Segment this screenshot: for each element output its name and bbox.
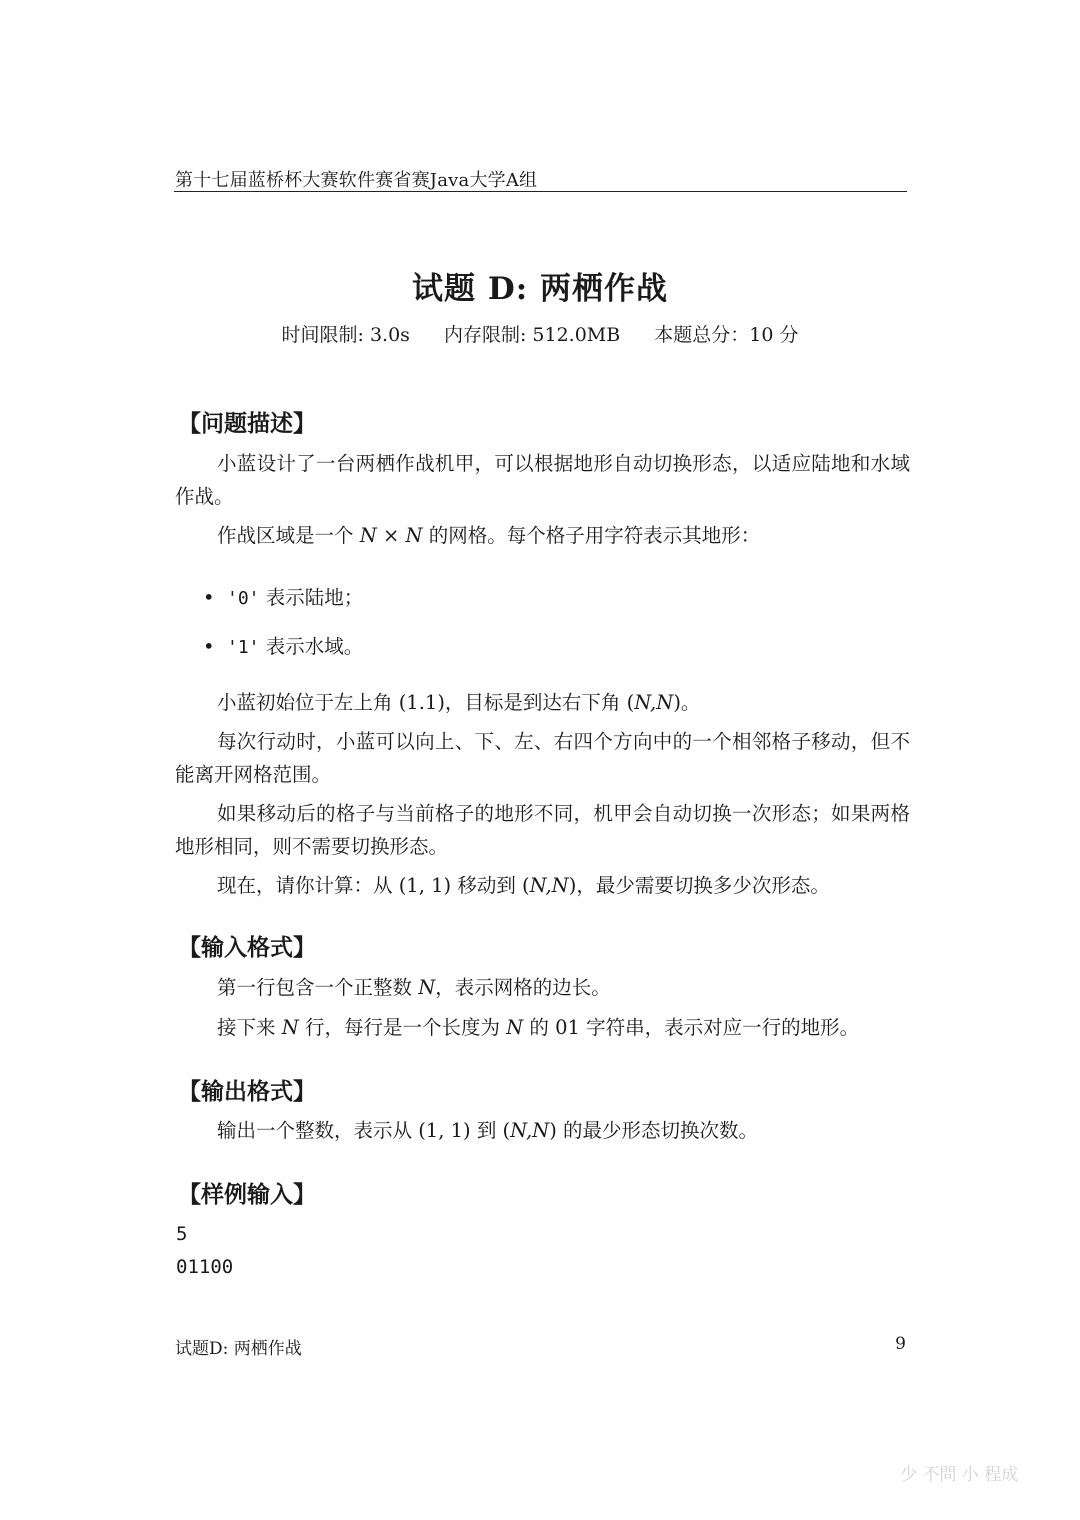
section-heading-sample-input: 【样例输入】 bbox=[178, 1182, 316, 1208]
input-paragraph-2: 接下来 N 行，每行是一个长度为 N 的 01 字符串，表示对应一行的地形。 bbox=[217, 1016, 860, 1039]
running-header: 第十七届蓝桥杯大赛软件赛省赛Java大学A组 bbox=[175, 170, 538, 191]
section-heading-output: 【输出格式】 bbox=[178, 1079, 316, 1105]
section-heading-description: 【问题描述】 bbox=[178, 411, 316, 437]
total-score: 本题总分：10 分 bbox=[654, 324, 799, 346]
sample-input-line: 5 bbox=[176, 1223, 188, 1245]
watermark: 少 不問 小 程成 bbox=[900, 1465, 1019, 1485]
time-limit: 时间限制: 3.0s bbox=[281, 324, 410, 346]
problem-title: 试题 D: 两栖作战 bbox=[412, 271, 668, 307]
sample-input-line: 01100 bbox=[176, 1256, 234, 1278]
description-paragraph-2: 作战区域是一个 N × N 的网格。每个格子用字符表示其地形： bbox=[217, 524, 761, 547]
description-paragraph-5: 如果移动后的格子与当前格子的地形不同，机甲会自动切换一次形态；如果两格地形相同，则不需要切换形态。 bbox=[175, 802, 910, 858]
list-item: • '0' 表示陆地； bbox=[203, 586, 364, 609]
description-paragraph-3: 小蓝初始位于左上角 (1.1)，目标是到达右下角 (N,N)。 bbox=[217, 691, 701, 714]
description-paragraph-4: 每次行动时，小蓝可以向上、下、左、右四个方向中的一个相邻格子移动，但不能离开网格范围。 bbox=[175, 730, 910, 786]
limits-line bbox=[0, 320, 1080, 347]
list-item: • '1' 表示水域。 bbox=[203, 635, 364, 658]
footer-problem-name: 试题D: 两栖作战 bbox=[175, 1339, 302, 1359]
page-number: 9 bbox=[895, 1334, 906, 1354]
description-paragraph-1: 小蓝设计了一台两栖作战机甲，可以根据地形自动切换形态，以适应陆地和水域作战。 bbox=[175, 452, 910, 508]
input-paragraph-1: 第一行包含一个正整数 N，表示网格的边长。 bbox=[217, 976, 611, 999]
memory-limit: 内存限制: 512.0MB bbox=[443, 324, 621, 346]
description-paragraph-6: 现在，请你计算：从 (1, 1) 移动到 (N,N)，最少需要切换多少次形态。 bbox=[217, 874, 830, 897]
output-paragraph-1: 输出一个整数，表示从 (1, 1) 到 (N,N) 的最少形态切换次数。 bbox=[217, 1119, 759, 1142]
header-rule bbox=[174, 191, 907, 192]
bullet-icon: • bbox=[203, 635, 215, 658]
bullet-icon: • bbox=[203, 586, 215, 609]
section-heading-input: 【输入格式】 bbox=[178, 935, 316, 961]
